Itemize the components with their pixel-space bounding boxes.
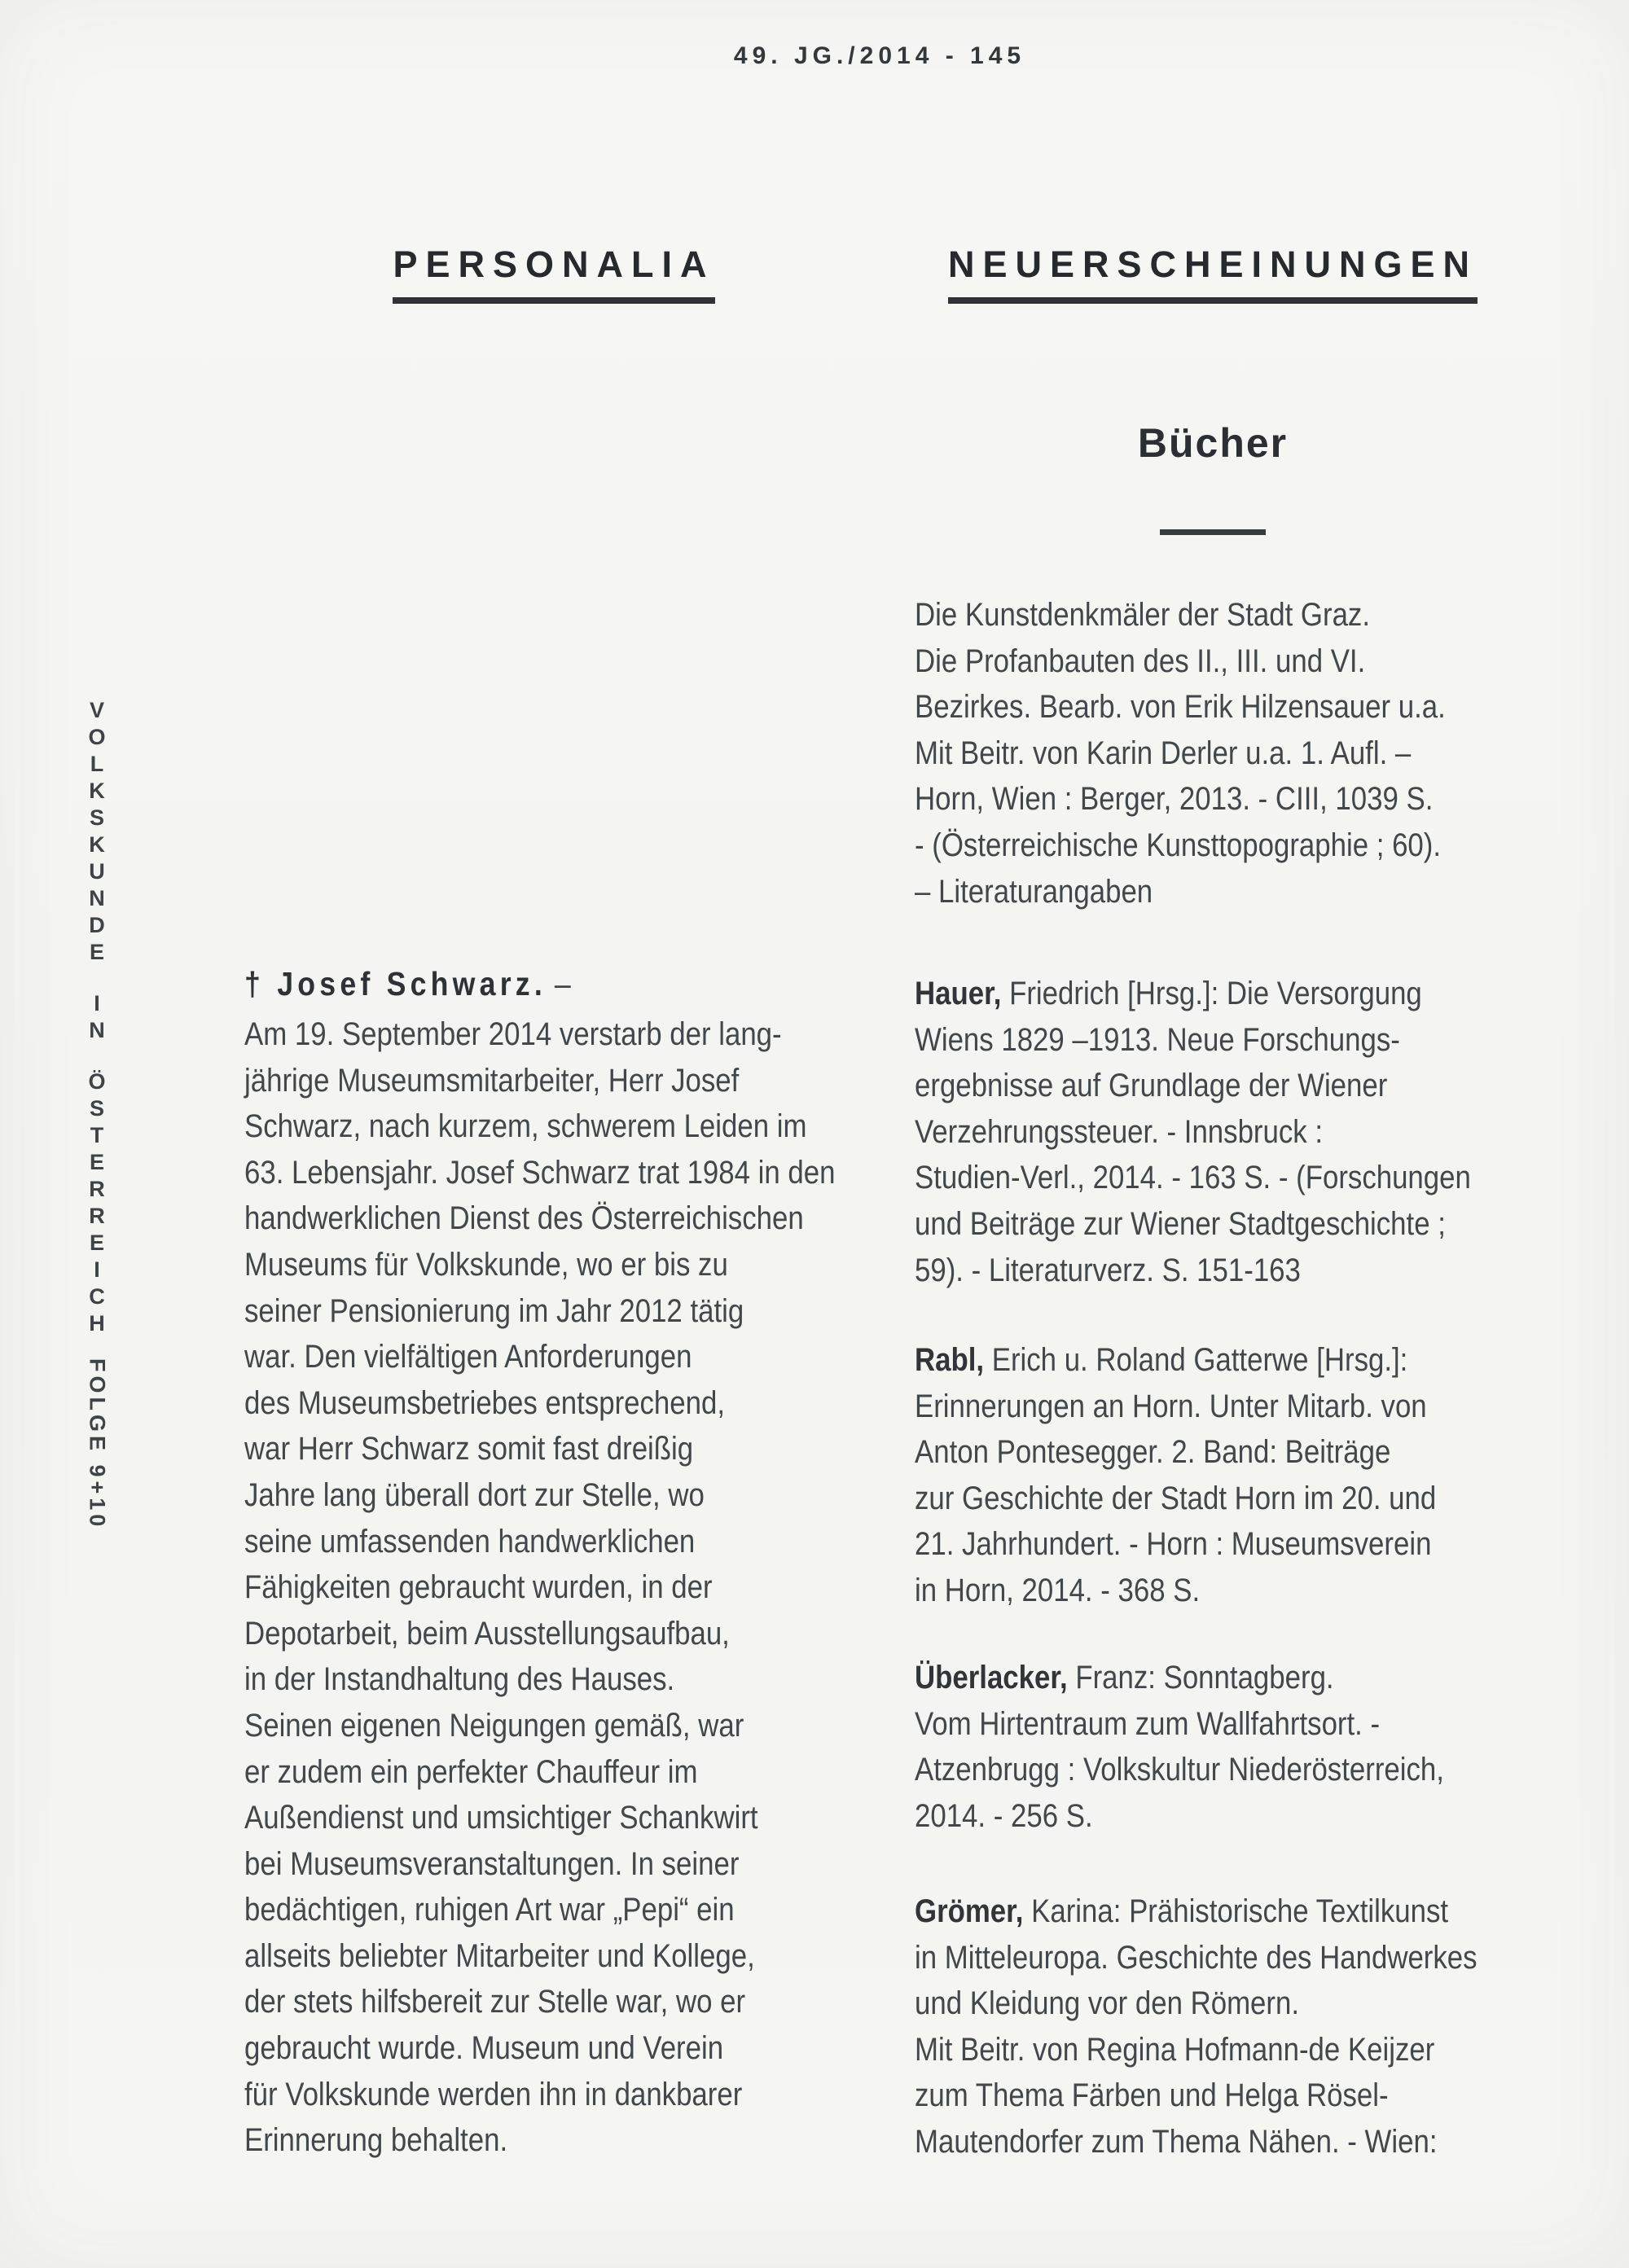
text-line: in Mitteleuropa. Geschichte des Handwerkes bbox=[915, 1939, 1478, 1976]
spine-letter: S bbox=[89, 1096, 104, 1121]
spine-letter: I bbox=[94, 991, 100, 1016]
book-author: Überlacker, bbox=[915, 1660, 1068, 1696]
text-line: Atzenbrugg : Volkskultur Niederösterreich, bbox=[915, 1752, 1444, 1788]
text-line: jährige Museumsmitarbeiter, Herr Josef bbox=[244, 1062, 740, 1099]
spine-letter: O bbox=[88, 725, 106, 749]
text-line: Horn, Wien : Berger, 2013. - CIII, 1039 S. bbox=[915, 781, 1434, 818]
book-title-text: Erich u. Roland Gatterwe [Hrsg.]: bbox=[984, 1342, 1408, 1378]
books-subsection-title: Bücher bbox=[1137, 420, 1289, 466]
book-entry bbox=[915, 971, 1471, 1293]
spine-letter: V bbox=[89, 698, 104, 722]
section-heading-neuerscheinungen: NEUERSCHEINUNGEN bbox=[948, 246, 1478, 304]
text-line: Erinnerungen an Horn. Unter Mitarb. von bbox=[915, 1388, 1427, 1424]
text-line: in der Instandhaltung des Hauses. bbox=[244, 1661, 675, 1698]
obituary-title bbox=[244, 961, 882, 1007]
text-line: bedächtigen, ruhigen Art war „Pepi“ ein bbox=[244, 1892, 735, 1928]
text-line: Vom Hirtentraum zum Wallfahrtsort. - bbox=[915, 1705, 1381, 1742]
spine-word bbox=[78, 990, 116, 1044]
spine-letter: K bbox=[89, 832, 105, 857]
text-line: Anton Pontesegger. 2. Band: Beiträge bbox=[915, 1434, 1391, 1471]
text-line: - (Österreichische Kunsttopographie ; 60). bbox=[915, 827, 1442, 863]
text-line: Mit Beitr. von Karin Derler u.a. 1. Aufl. – bbox=[915, 735, 1412, 771]
text-line: gebraucht wurde. Museum und Verein bbox=[244, 2030, 724, 2067]
spine-letter: S bbox=[89, 805, 104, 830]
book-title-text: Franz: Sonntagberg. bbox=[1067, 1660, 1334, 1696]
obituary-title-dash: – bbox=[547, 965, 571, 1002]
text-line: Jahre lang überall dort zur Stelle, wo bbox=[244, 1476, 705, 1513]
text-line: Museums für Volkskunde, wo er bis zu bbox=[244, 1246, 728, 1283]
book-author: Grömer, bbox=[915, 1893, 1024, 1929]
book-entry bbox=[915, 1337, 1436, 1614]
text-line: des Museumsbetriebes entsprechend, bbox=[244, 1384, 726, 1421]
book-entry-first-line bbox=[915, 971, 1471, 1017]
spine-stacked-words bbox=[78, 697, 116, 1337]
text-line: und Kleidung vor den Römern. bbox=[915, 1985, 1300, 2022]
spine-letter: L bbox=[90, 752, 104, 776]
text-line: seiner Pensionierung im Jahr 2012 tätig bbox=[244, 1292, 744, 1329]
text-line: Erinnerung behalten. bbox=[244, 2122, 508, 2159]
text-line: er zudem ein perfekter Chauffeur im bbox=[244, 1753, 698, 1790]
book-author: Hauer, bbox=[915, 976, 1002, 1011]
spine-folge-text: FOLGE 9+10 bbox=[85, 1358, 110, 1531]
spine-letter: N bbox=[89, 886, 105, 910]
obituary-article bbox=[244, 961, 882, 2164]
text-line: Fähigkeiten gebraucht wurden, in der bbox=[244, 1569, 713, 1606]
spine-letter: I bbox=[94, 1257, 100, 1282]
personalia-heading-wrap bbox=[244, 243, 863, 304]
text-line: 21. Jahrhundert. - Horn : Museumsverein bbox=[915, 1526, 1432, 1563]
text-line: für Volkskunde werden ihn in dankbarer bbox=[244, 2076, 743, 2112]
text-line: Verzehrungssteuer. - Innsbruck : bbox=[915, 1113, 1323, 1150]
text-line: in Horn, 2014. - 368 S. bbox=[915, 1572, 1201, 1608]
text-line: Mit Beitr. von Regina Hofmann-de Keijzer bbox=[915, 2031, 1435, 2068]
text-line: Die Profanbauten des II., III. und VI. bbox=[915, 643, 1366, 679]
text-line: Depotarbeit, beim Ausstellungsaufbau, bbox=[244, 1615, 730, 1652]
obituary-title-name: † Josef Schwarz. bbox=[244, 965, 547, 1002]
text-line: seine umfassenden handwerklichen bbox=[244, 1523, 696, 1560]
text-line: und Beiträge zur Wiener Stadtgeschichte ; bbox=[915, 1205, 1446, 1242]
spine-letter: N bbox=[89, 1018, 105, 1042]
book-title-text: Karina: Prähistorische Textilkunst bbox=[1023, 1893, 1449, 1929]
book-author: Rabl, bbox=[915, 1342, 985, 1378]
text-line: bei Museumsveranstaltungen. In seiner bbox=[244, 1845, 740, 1882]
spine-letter: H bbox=[89, 1311, 105, 1336]
text-line: allseits beliebter Mitarbeiter und Kollege, bbox=[244, 1937, 755, 1974]
section-heading-personalia: PERSONALIA bbox=[393, 246, 714, 304]
text-line: Schwarz, nach kurzem, schwerem Leiden im bbox=[244, 1108, 807, 1145]
spine-letter: R bbox=[89, 1204, 105, 1228]
spine-letter: Ö bbox=[88, 1069, 106, 1094]
book-entry bbox=[915, 1655, 1444, 1839]
spine-word bbox=[78, 1068, 116, 1337]
text-line: 63. Lebensjahr. Josef Schwarz trat 1984 in den bbox=[244, 1154, 836, 1191]
text-line: war Herr Schwarz somit fast dreißig bbox=[244, 1431, 694, 1467]
spine-letter: T bbox=[90, 1123, 104, 1147]
book-entry-first-line bbox=[915, 1889, 1478, 1935]
text-line: Wiens 1829 –1913. Neue Forschungs- bbox=[915, 1021, 1400, 1058]
book-entry-first-line bbox=[915, 1655, 1444, 1701]
text-line: war. Den vielfältigen Anforderungen bbox=[244, 1339, 692, 1375]
text-line: Bezirkes. Bearb. von Erik Hilzensauer u.a. bbox=[915, 689, 1446, 726]
spine-letter: U bbox=[89, 859, 105, 884]
spine-letter: E bbox=[89, 940, 104, 964]
spine-letter: K bbox=[89, 779, 105, 803]
book-entry-first-line bbox=[915, 592, 1446, 638]
text-line: 59). - Literaturverz. S. 151-163 bbox=[915, 1252, 1301, 1288]
text-line: Mautendorfer zum Thema Nähen. - Wien: bbox=[915, 2123, 1438, 2160]
book-entries-column bbox=[915, 0, 1615, 2268]
book-title-text: Die Kunstdenkmäler der Stadt Graz. bbox=[915, 597, 1371, 633]
running-header: 49. JG./2014 - 145 bbox=[733, 42, 1026, 69]
text-line: Am 19. September 2014 verstarb der lang- bbox=[244, 1016, 782, 1052]
spine-letter: E bbox=[89, 1231, 104, 1255]
text-line: 2014. - 256 S. bbox=[915, 1797, 1093, 1834]
spine-letter: C bbox=[89, 1284, 105, 1309]
text-line: handwerklichen Dienst des Österreichischen bbox=[244, 1200, 804, 1237]
text-line: Außendienst und umsichtiger Schankwirt bbox=[244, 1800, 758, 1836]
text-line: – Literaturangaben bbox=[915, 873, 1153, 910]
book-title-text: Friedrich [Hrsg.]: Die Versorgung bbox=[1001, 976, 1422, 1011]
book-entry bbox=[915, 1889, 1478, 2165]
text-line: zur Geschichte der Stadt Horn im 20. und bbox=[915, 1480, 1437, 1516]
text-line: ergebnisse auf Grundlage der Wiener bbox=[915, 1068, 1388, 1104]
spine-letter: D bbox=[89, 913, 105, 937]
text-line: Studien-Verl., 2014. - 163 S. - (Forschungen bbox=[915, 1160, 1471, 1196]
spine-word bbox=[78, 697, 116, 966]
obituary-body bbox=[244, 1011, 882, 2164]
book-entry-first-line bbox=[915, 1337, 1436, 1384]
spine-letter: E bbox=[89, 1150, 104, 1174]
text-line: Seinen eigenen Neigungen gemäß, war bbox=[244, 1707, 744, 1744]
book-entry bbox=[915, 592, 1446, 915]
text-line: der stets hilfsbereit zur Stelle war, wo er bbox=[244, 1984, 746, 2020]
spine-letter: R bbox=[89, 1177, 105, 1201]
text-line: zum Thema Färben und Helga Rösel- bbox=[915, 2077, 1389, 2114]
spine-label bbox=[78, 697, 116, 1530]
